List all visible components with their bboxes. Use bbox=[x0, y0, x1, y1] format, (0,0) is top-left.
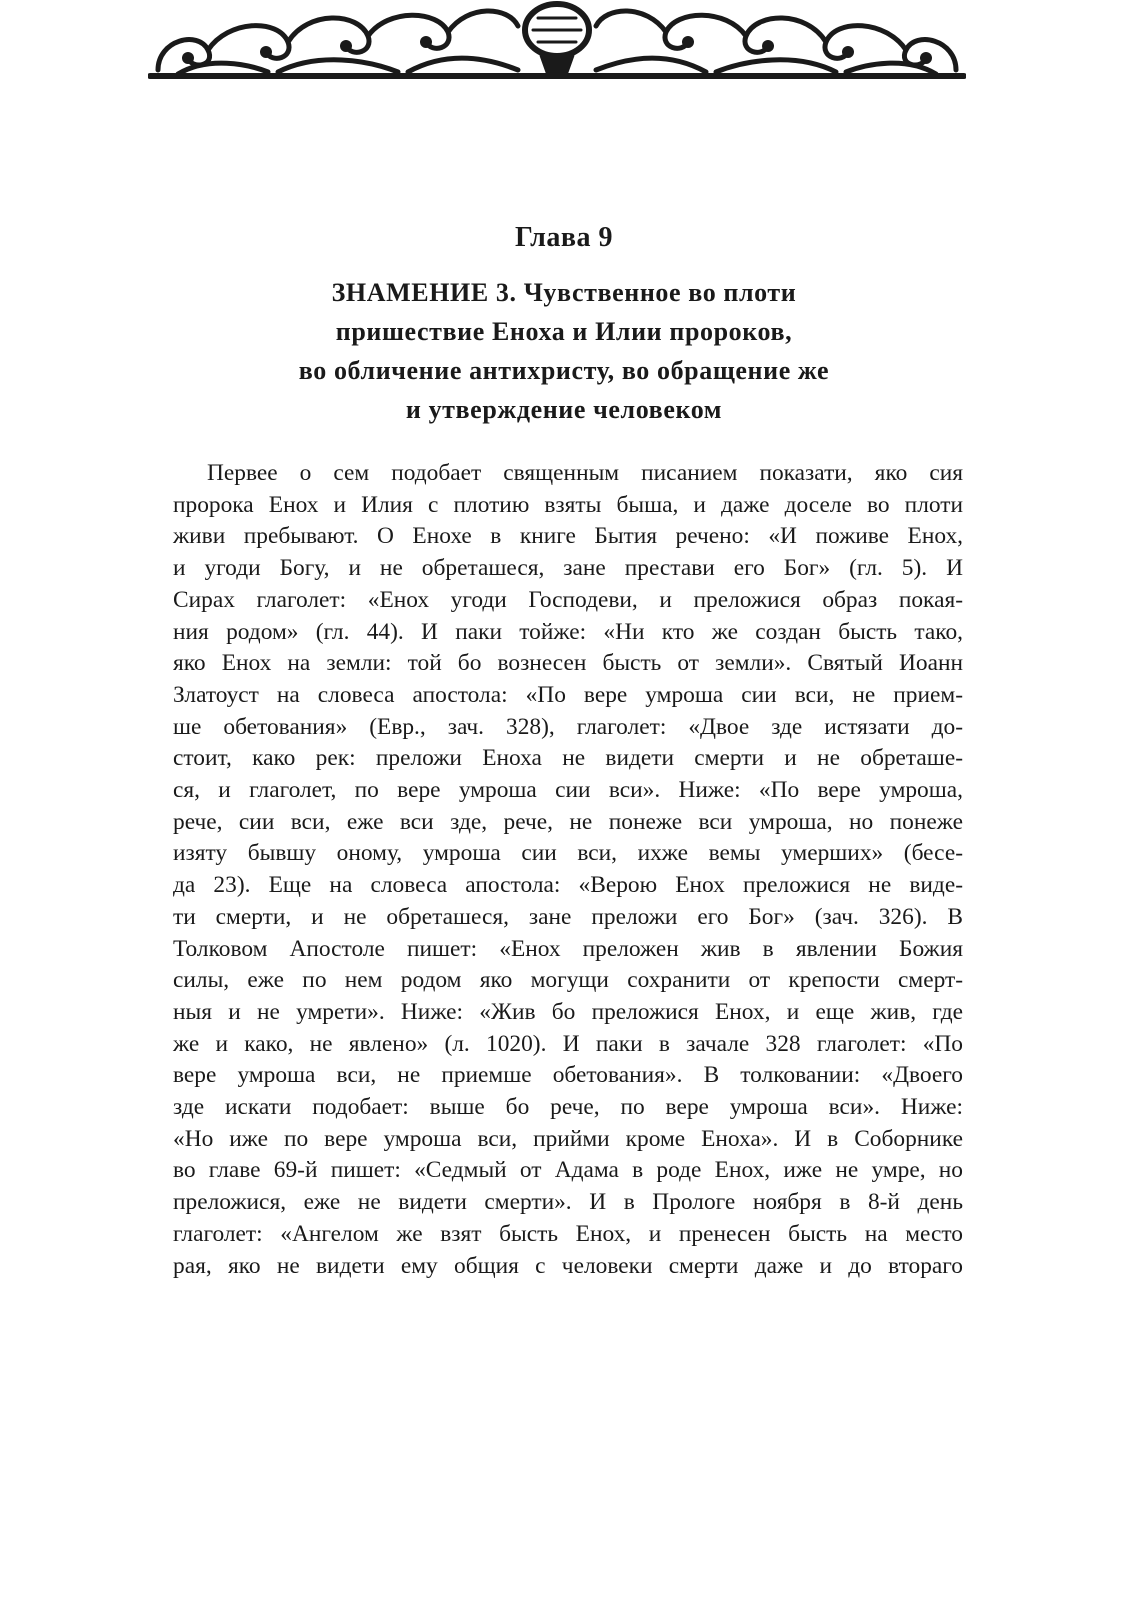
text-line: же и како, не явлено» (л. 1020). И паки в зачале 328 глаголет: «По bbox=[173, 1030, 963, 1057]
text-line: Златоуст на словеса апостола: «По вере умроша сии вси, не прием- bbox=[173, 681, 963, 708]
text-line: глаголет: «Ангелом же взят бысть Енох, и пренесен бысть на место bbox=[173, 1220, 963, 1247]
text-line: ти смерти, и не обреташеся, зане преложи его Бог» (зач. 326). В bbox=[173, 903, 963, 930]
text-line: ся, и глаголет, по вере умроша сии вси». Ниже: «По вере умроша, bbox=[173, 777, 963, 804]
text-line: «Но иже по вере умроша вси, прийми кроме Еноха». И в Соборнике bbox=[173, 1125, 963, 1152]
chapter-title-line: и утверждение человеком bbox=[405, 395, 723, 424]
text-line: вере умроша вси, не приемше обетования». В толковании: «Двоего bbox=[173, 1062, 963, 1089]
text-line: рече, сии вси, еже вси зде, рече, не понеже вси умроша, но понеже bbox=[173, 808, 963, 835]
text-line: преложися, еже не видети смерти». И в Прологе ноября в 8-й день bbox=[173, 1189, 963, 1216]
text-line: рая, яко не видети ему общия с человеки смерти даже и до втораго bbox=[173, 1252, 963, 1279]
chapter-title-line: пришествие Еноха и Илии пророков, bbox=[335, 317, 793, 346]
text-line: живи пребывают. О Енохе в книге Бытия речено: «И поживе Енох, bbox=[173, 523, 963, 550]
text-line: изяту бывшу оному, умроша сии вси, ихже вемы умерших» (бесе- bbox=[173, 840, 963, 867]
text-line: стоит, како рек: преложи Еноха не видети смерти и не обреташе- bbox=[173, 745, 963, 772]
chapter-label: Глава 9 bbox=[515, 222, 613, 253]
text-line: ше обетования» (Евр., зач. 328), глаголет: «Двое зде истязати до- bbox=[173, 713, 963, 740]
header-ornament bbox=[148, 0, 966, 82]
text-line: и угоди Богу, и не обреташеся, зане престави его Бог» (гл. 5). И bbox=[173, 555, 963, 582]
chapter-title bbox=[200, 273, 928, 429]
text-line: Первее о сем подобает священным писанием показати, яко сия bbox=[207, 460, 963, 486]
text-line: зде искати подобает: выше бо рече, по вере умроша вси». Ниже: bbox=[173, 1094, 963, 1121]
text-line: да 23). Еще на словеса апостола: «Верою Енох преложися не виде- bbox=[173, 872, 963, 899]
text-line: Сирах глаголет: «Енох угоди Господеви, и преложися образ покая- bbox=[173, 586, 963, 613]
text-line: ния родом» (гл. 44). И паки тойже: «Ни кто же создан бысть тако, bbox=[173, 618, 963, 645]
text-line: силы, еже по нем родом яко могущи сохранити от крепости смерт- bbox=[173, 967, 963, 994]
text-line: Толковом Апостоле пишет: «Енох преложен жив в явлении Божия bbox=[173, 935, 963, 962]
text-line: яко Енох на земли: той бо вознесен бысть от земли». Святый Иоанн bbox=[173, 650, 963, 677]
text-line: пророка Енох и Илия с плотию взяты быша, и даже доселе во плоти bbox=[173, 491, 963, 518]
text-line: во главе 69-й пишет: «Седмый от Адама в роде Енох, иже не умре, но bbox=[173, 1157, 963, 1184]
text-line: ныя и не умрети». Ниже: «Жив бо преложися Енох, и еще жив, где bbox=[173, 998, 963, 1025]
body-paragraph bbox=[173, 458, 963, 1282]
chapter-title-line: ЗНАМЕНИЕ 3. Чувственное во плоти bbox=[331, 278, 797, 307]
chapter-title-line: во обличение антихристу, во обращение же bbox=[298, 356, 830, 385]
